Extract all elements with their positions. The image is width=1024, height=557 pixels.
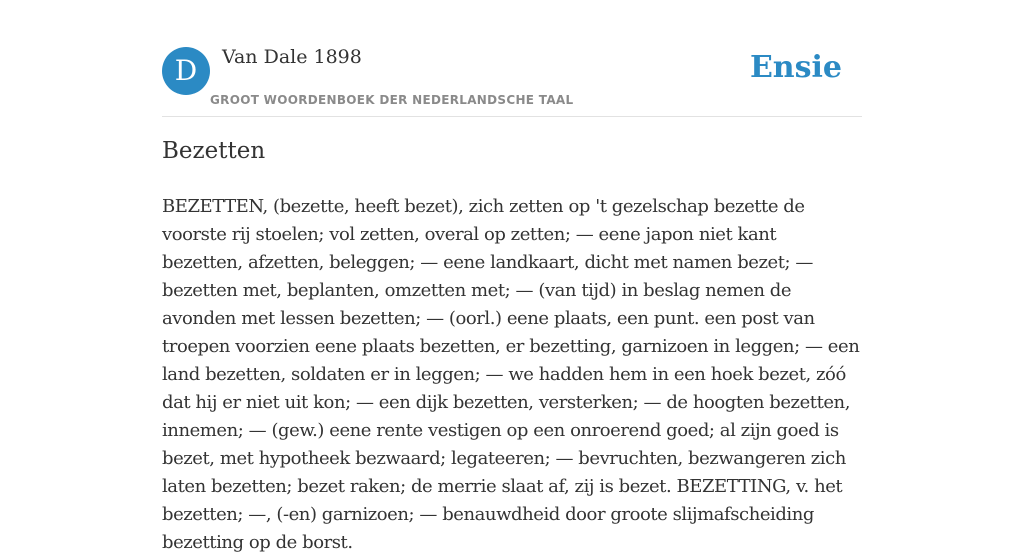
entry-definition: BEZETTEN, (bezette, heeft bezet), zich zetten op 't gezelschap bezette de voorste rij stoelen; vol zetten, overal op zetten; — eene japon niet kant bezetten, afzetten, beleggen; — eene landkaart, dicht met namen bezet; — bezetten met, beplanten, omzetten met; — (van tijd) in beslag nemen de avonden met lessen bezetten; — (oorl.) eene plaats, een punt. een post van troepen voorzien eene plaats bezetten, er bezetting, garnizoen in leggen; — een land bezetten, soldaten er in leggen; — we hadden hem in een hoek bezet, zóó dat hij er niet uit kon; — een dijk bezetten, versterken; — de hoogten bezetten, innemen; — (gew.) eene rente vestigen op een onroerend goed; al zijn goed is bezet, met hypotheek bezwaard; legateeren; — bevruchten, bezwangeren zich laten bezetten; bezet raken; de merrie slaat af, zij is bezet. BEZETTING, v. het bezetten; —, (-en) garnizoen; — benauwdheid door groote slijmafscheiding bezetting op de borst.	[162, 196, 860, 553]
site-header	[162, 46, 862, 117]
dictionary-avatar[interactable]: D	[162, 47, 210, 95]
dictionary-title[interactable]: Van Dale 1898	[222, 46, 362, 68]
brand-logo[interactable]: Ensie	[749, 50, 842, 85]
dictionary-subtitle: GROOT WOORDENBOEK DER NEDERLANDSCHE TAAL	[210, 93, 574, 107]
entry-title: Bezetten	[162, 138, 266, 164]
